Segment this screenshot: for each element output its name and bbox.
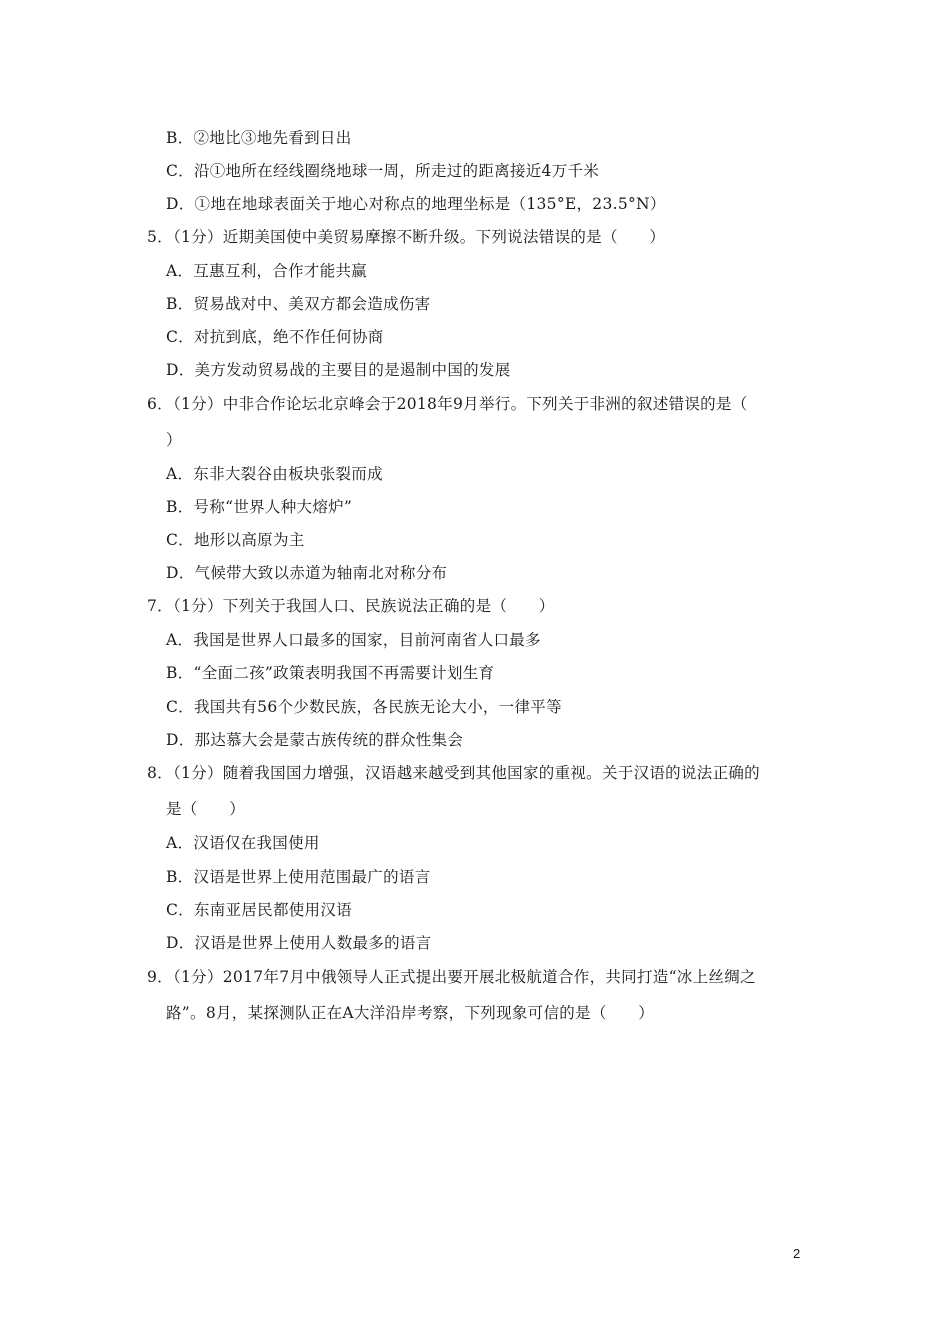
option-d-q6: D．气候带大致以赤道为轴南北对称分布 [166,564,448,582]
question-8: 8．（1分）随着我国国力增强，汉语越来越受到其他国家的重视。关于汉语的说法正确的 [147,764,760,782]
option-a-q7: A．我国是世界人口最多的国家，目前河南省人口最多 [166,631,541,649]
option-b-q4: B．②地比③地先看到日出 [166,129,352,147]
option-d-q7: D．那达慕大会是蒙古族传统的群众性集会 [166,731,464,749]
question-5: 5．（1分）近期美国使中美贸易摩擦不断升级。下列说法错误的是（ ） [147,228,666,246]
option-c-q4: C．沿①地所在经线圈绕地球一周，所走过的距离接近4万千米 [166,162,600,180]
page-number: 2 [793,1246,801,1261]
question-9-continued: 路”。8月，某探测队正在A大洋沿岸考察，下列现象可信的是（ ） [166,1004,655,1022]
option-b-q8: B．汉语是世界上使用范围最广的语言 [166,868,431,886]
option-c-q6: C．地形以高原为主 [166,531,305,549]
question-8-continued: 是（ ） [166,800,246,818]
option-c-q7: C．我国共有56个少数民族，各民族无论大小，一律平等 [166,698,562,716]
question-6: 6．（1分）中非合作论坛北京峰会于2018年9月举行。下列关于非洲的叙述错误的是（ [147,395,748,413]
option-b-q6: B．号称“世界人种大熔炉” [166,498,353,516]
option-c-q5: C．对抗到底，绝不作任何协商 [166,328,384,346]
question-9: 9．（1分）2017年7月中俄领导人正式提出要开展北极航道合作，共同打造“冰上丝绸之 [147,968,756,986]
option-d-q5: D．美方发动贸易战的主要目的是遏制中国的发展 [166,361,511,379]
option-d-q4: D．①地在地球表面关于地心对称点的地理坐标是（135°E，23.5°N） [166,195,666,213]
option-c-q8: C．东南亚居民都使用汉语 [166,901,352,919]
option-a-q8: A．汉语仅在我国使用 [166,834,320,852]
option-a-q6: A．东非大裂谷由板块张裂而成 [166,465,383,483]
option-d-q8: D．汉语是世界上使用人数最多的语言 [166,934,432,952]
option-b-q7: B．“全面二孩”政策表明我国不再需要计划生育 [166,664,495,682]
question-7: 7．（1分）下列关于我国人口、民族说法正确的是（ ） [147,597,555,615]
question-6-continued: ） [166,431,182,449]
option-a-q5: A．互惠互利，合作才能共赢 [166,262,368,280]
option-b-q5: B．贸易战对中、美双方都会造成伤害 [166,295,431,313]
